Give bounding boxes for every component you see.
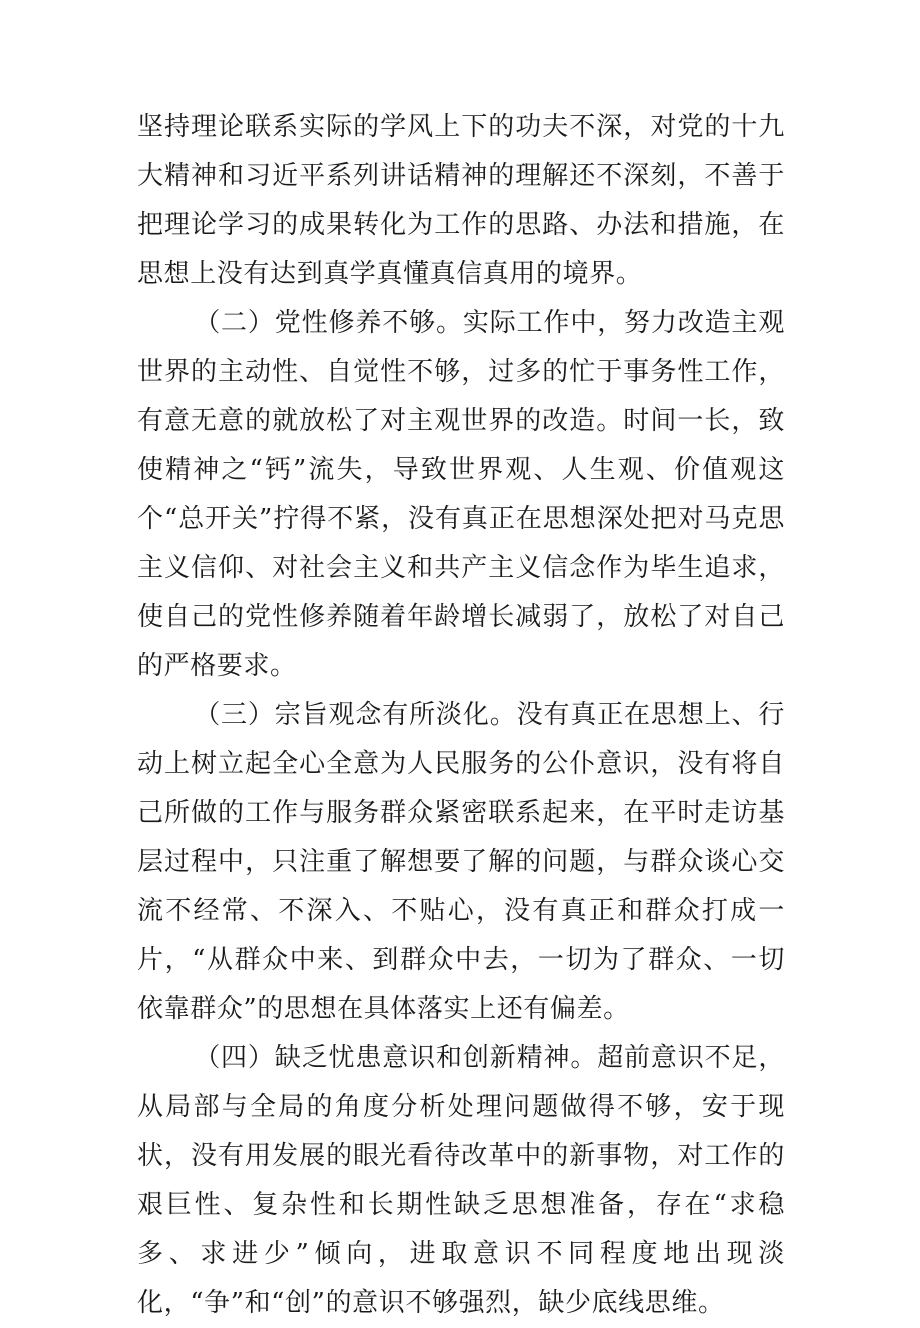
paragraph-continuation: 坚持理论联系实际的学风上下的功夫不深，对党的十九大精神和习近平系列讲话精神的理解还不深刻，不善于把理论学习的成果转化为工作的思路、办法和措施，在思想上没有达到真学真懂真信真用的境界。: [137, 112, 785, 289]
paragraph-innovation-spirit: （四）缺乏忧患意识和创新精神。超前意识不足，从局部与全局的角度分析处理问题做得不够，安于现状，没有用发展的眼光看待改革中的新事物，对工作的艰巨性、复杂性和长期性缺乏思想准备，存在“求稳多、求进少”倾向，进取意识不同程度地出现淡化，“争”和“创”的意识不够强烈，缺少底线思维。: [137, 1043, 785, 1318]
paragraph-purpose-concept: （三）宗旨观念有所淡化。没有真正在思想上、行动上树立起全心全意为人民服务的公仆意识，没有将自己所做的工作与服务群众紧密联系起来，在平时走访基层过程中，只注重了解想要了解的问题，与群众谈心交流不经常、不深入、不贴心，没有真正和群众打成一片，“从群众中来、到群众中去，一切为了群众、一切依靠群众”的思想在具体落实上还有偏差。: [137, 700, 785, 1024]
document-body: [137, 103, 785, 1328]
paragraph-party-spirit: （二）党性修养不够。实际工作中，努力改造主观世界的主动性、自觉性不够，过多的忙于事务性工作，有意无意的就放松了对主观世界的改造。时间一长，致使精神之“钙”流失，导致世界观、人生观、价值观这个“总开关”拧得不紧，没有真正在思想深处把对马克思主义信仰、对社会主义和共产主义信念作为毕生追求，使自己的党性修养随着年龄增长减弱了，放松了对自己的严格要求。: [137, 308, 785, 681]
